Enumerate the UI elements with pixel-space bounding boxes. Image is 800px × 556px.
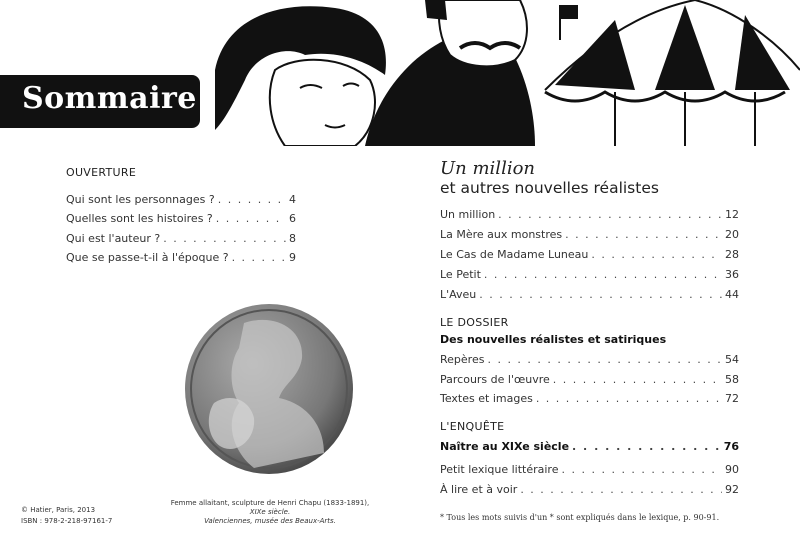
toc-page: 20: [725, 228, 739, 241]
caption-line: Femme allaitant, sculpture de Henri Chapu (1833-1891),: [170, 499, 370, 507]
book-title: Un million: [440, 158, 536, 179]
toc-page: 54: [725, 353, 739, 366]
caption-line: XIXe siècle.: [249, 508, 291, 516]
toc-page: 72: [725, 392, 739, 405]
footnote: * Tous les mots suivis d'un * sont expliqués dans le lexique, p. 90-91.: [440, 513, 720, 522]
toc-page: 12: [725, 208, 739, 221]
toc-item[interactable]: [440, 228, 739, 241]
toc-label: Naître au XIXe siècle: [440, 440, 570, 453]
toc-page: 58: [725, 373, 739, 386]
toc-item[interactable]: [440, 208, 739, 221]
toc-item[interactable]: [440, 288, 739, 301]
toc-page: 6: [289, 212, 296, 225]
toc-label: Quelles sont les histoires ?: [66, 212, 213, 225]
toc-page: 44: [725, 288, 739, 301]
toc-label: Textes et images: [440, 392, 533, 405]
page-title: Sommaire: [22, 81, 197, 116]
toc-label: Un million: [440, 208, 496, 221]
section-enquete: L'ENQUÊTE: [440, 420, 505, 433]
toc-item[interactable]: [440, 440, 739, 453]
toc-item[interactable]: [66, 232, 296, 245]
toc-item[interactable]: [66, 251, 296, 264]
page-title-box: [0, 75, 200, 128]
isbn-line: ISBN : 978-2-218-97161-7: [21, 517, 113, 525]
toc-item[interactable]: [440, 463, 739, 476]
section-ouverture: OUVERTURE: [66, 166, 137, 179]
toc-page: 8: [289, 232, 296, 245]
toc-label: Qui sont les personnages ?: [66, 193, 215, 206]
toc-page: 36: [725, 268, 739, 281]
toc-page: 92: [725, 483, 739, 496]
toc-page: 4: [289, 193, 296, 206]
toc-item[interactable]: [440, 373, 739, 386]
toc-label: Qui est l'auteur ?: [66, 232, 161, 245]
toc-page: 90: [725, 463, 739, 476]
toc-label: Le Cas de Madame Luneau: [440, 248, 589, 261]
toc-item[interactable]: [440, 248, 739, 261]
toc-item[interactable]: [440, 392, 739, 405]
toc-label: La Mère aux monstres: [440, 228, 563, 241]
sculpture-medallion-image: [184, 303, 354, 475]
caption-line: Valenciennes, musée des Beaux-Arts.: [204, 517, 336, 525]
toc-label: Que se passe-t-il à l'époque ?: [66, 251, 229, 264]
toc-label: Repères: [440, 353, 485, 366]
toc-label: Le Petit: [440, 268, 481, 281]
toc-label: Petit lexique littéraire: [440, 463, 559, 476]
toc-label: Parcours de l'œuvre: [440, 373, 550, 386]
dossier-subheading: Des nouvelles réalistes et satiriques: [440, 333, 667, 346]
toc-item[interactable]: [440, 483, 739, 496]
header-illustration: [215, 0, 800, 146]
toc-page: 76: [723, 440, 739, 453]
toc-label: L'Aveu: [440, 288, 477, 301]
toc-label: À lire et à voir: [440, 483, 518, 496]
toc-item[interactable]: [440, 353, 739, 366]
toc-item[interactable]: [66, 212, 296, 225]
copyright-line: © Hatier, Paris, 2013: [21, 506, 96, 514]
toc-item[interactable]: [440, 268, 739, 281]
illustration-art: [215, 0, 800, 146]
toc-page: 9: [289, 251, 296, 264]
toc-page: 28: [725, 248, 739, 261]
section-dossier: LE DOSSIER: [440, 316, 509, 329]
image-caption: [170, 499, 370, 526]
toc-item[interactable]: [66, 193, 296, 206]
book-subtitle: et autres nouvelles réalistes: [440, 179, 659, 197]
